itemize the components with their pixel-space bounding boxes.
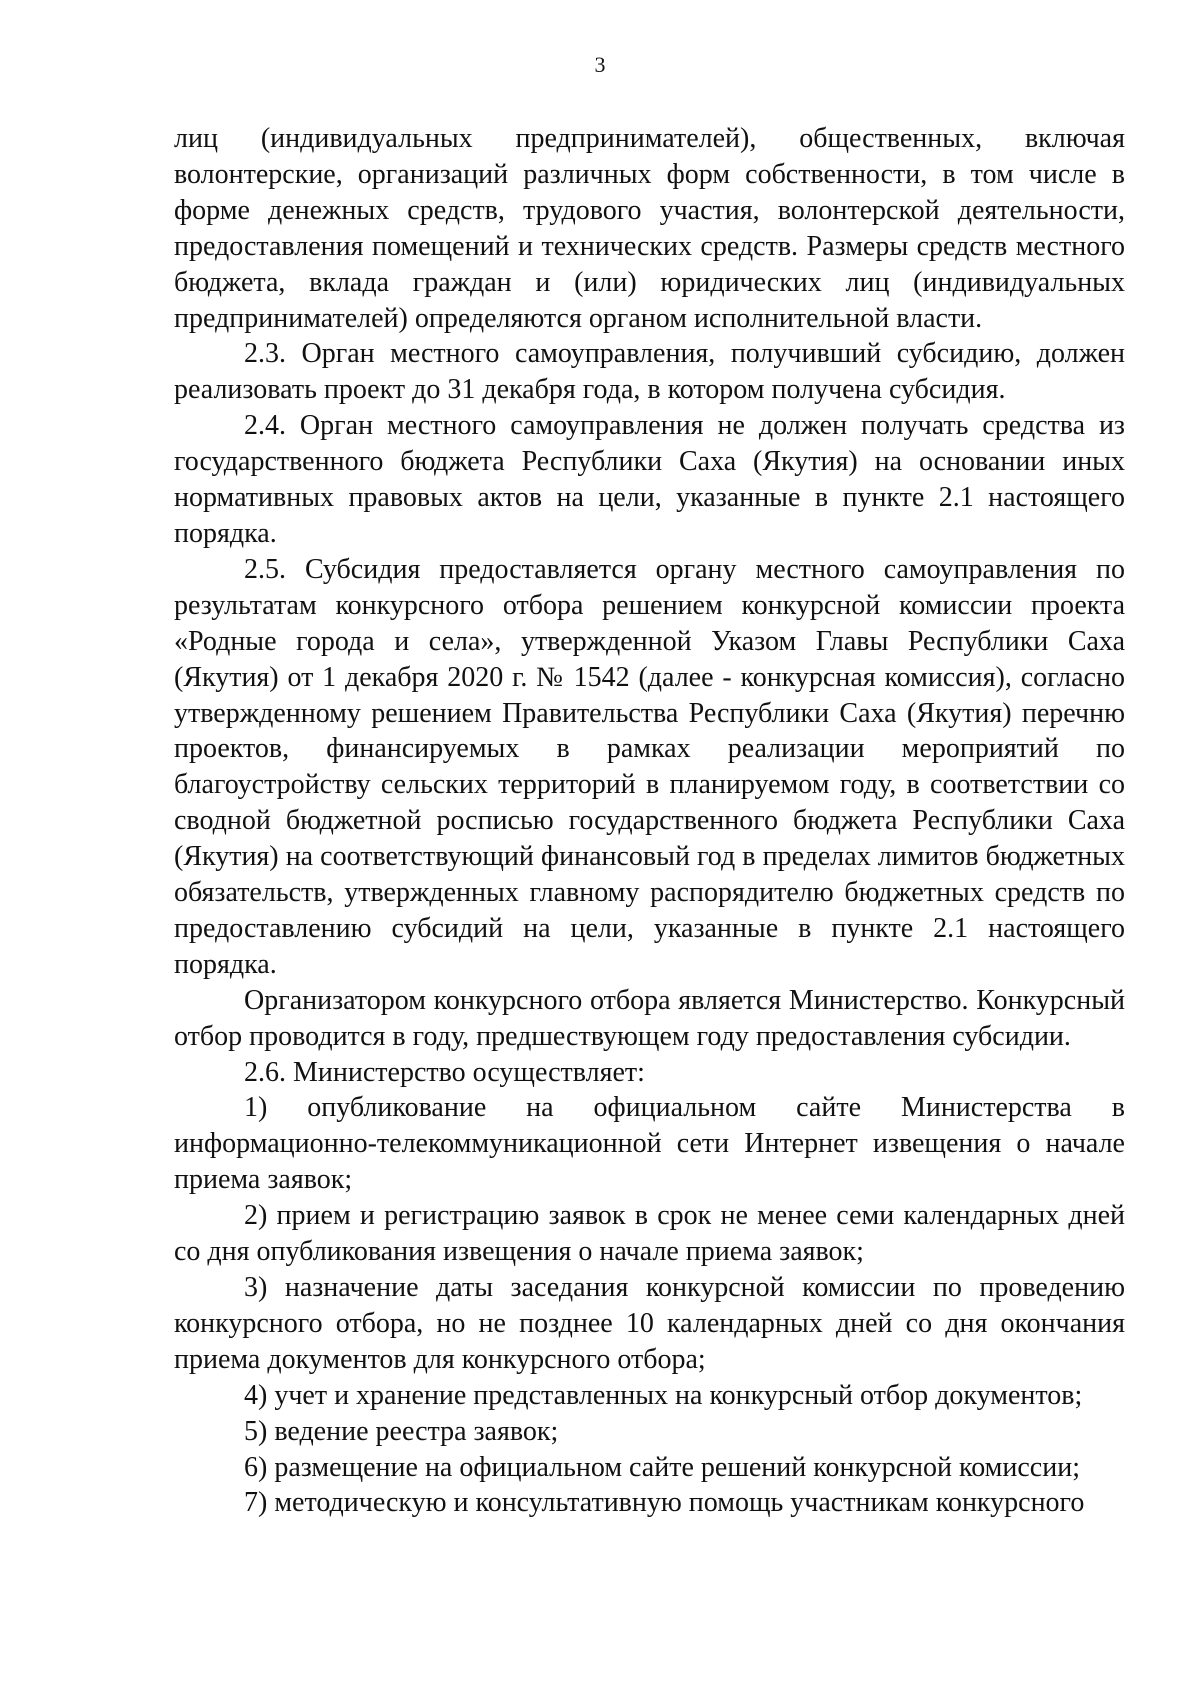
list-item-7: 7) методическую и консультативную помощь участникам конкурсного [244, 1487, 1085, 1519]
paragraph-continuation: лиц (индивидуальных предпринимателей), общественных, включая волонтерские, организаций различных форм собственности, в том числе в форме денежных средств, трудового участия, волонтерской деятельности, предоставления помещений и технических средств. Размеры средств местного бюджета, вклада граждан и (или) юридических лиц (индивидуальных предпринимателей) определяются органом исполнительной власти. [174, 123, 1125, 334]
list-item-4: 4) учет и хранение представленных на конкурсный отбор документов; [244, 1379, 1083, 1411]
paragraph-2-6: 2.6. Министерство осуществляет: [244, 1056, 645, 1088]
paragraph-2-3: 2.3. Орган местного самоуправления, получивший субсидию, должен реализовать проект до 31 декабря года, в котором получена субсидия. [174, 338, 1125, 406]
list-item-5: 5) ведение реестра заявок; [244, 1415, 559, 1447]
page-number: 3 [594, 52, 606, 77]
paragraph-2-5: 2.5. Субсидия предоставляется органу местного самоуправления по результатам конкурсного отбора решением конкурсной комиссии проекта «Родные города и села», утвержденной Указом Главы Республики Саха (Якутия) от 1 декабря 2020 г. № 1542 (далее - конкурсная комиссия), согласно утвержденному решением Правительства Республики Саха (Якутия) перечню проектов, финансируемых в рамках реализации мероприятий по благоустройству сельских территорий в планируемом году, в соответствии со сводной бюджетной росписью государственного бюджета Республики Саха (Якутия) на соответствующий финансовый год в пределах лимитов бюджетных обязательств, утвержденных главному распорядителю бюджетных средств по предоставлению субсидий на цели, указанные в пункте 2.1 настоящего порядка. [174, 553, 1125, 980]
list-item-6: 6) размещение на официальном сайте решений конкурсной комиссии; [244, 1451, 1080, 1483]
list-item-1: 1) опубликование на официальном сайте Министерства в информационно-телекоммуникационной сети Интернет извещения о начале приема заявок; [174, 1092, 1125, 1196]
list-item-3: 3) назначение даты заседания конкурсной комиссии по проведению конкурсного отбора, но не позднее 10 календарных дней со дня окончания приема документов для конкурсного отбора; [174, 1272, 1125, 1375]
document-body [174, 121, 1125, 1521]
list-item-2: 2) прием и регистрацию заявок в срок не менее семи календарных дней со дня опубликования извещения о начале приема заявок; [174, 1200, 1125, 1268]
paragraph-2-4: 2.4. Орган местного самоуправления не должен получать средства из государственного бюджета Республики Саха (Якутия) на основании иных нормативных правовых актов на цели, указанные в пункте 2.1 настоящего порядка. [174, 410, 1125, 549]
paragraph-organizer: Организатором конкурсного отбора является Министерство. Конкурсный отбор проводится в году, предшествующем году предоставления субсидии. [174, 984, 1125, 1052]
